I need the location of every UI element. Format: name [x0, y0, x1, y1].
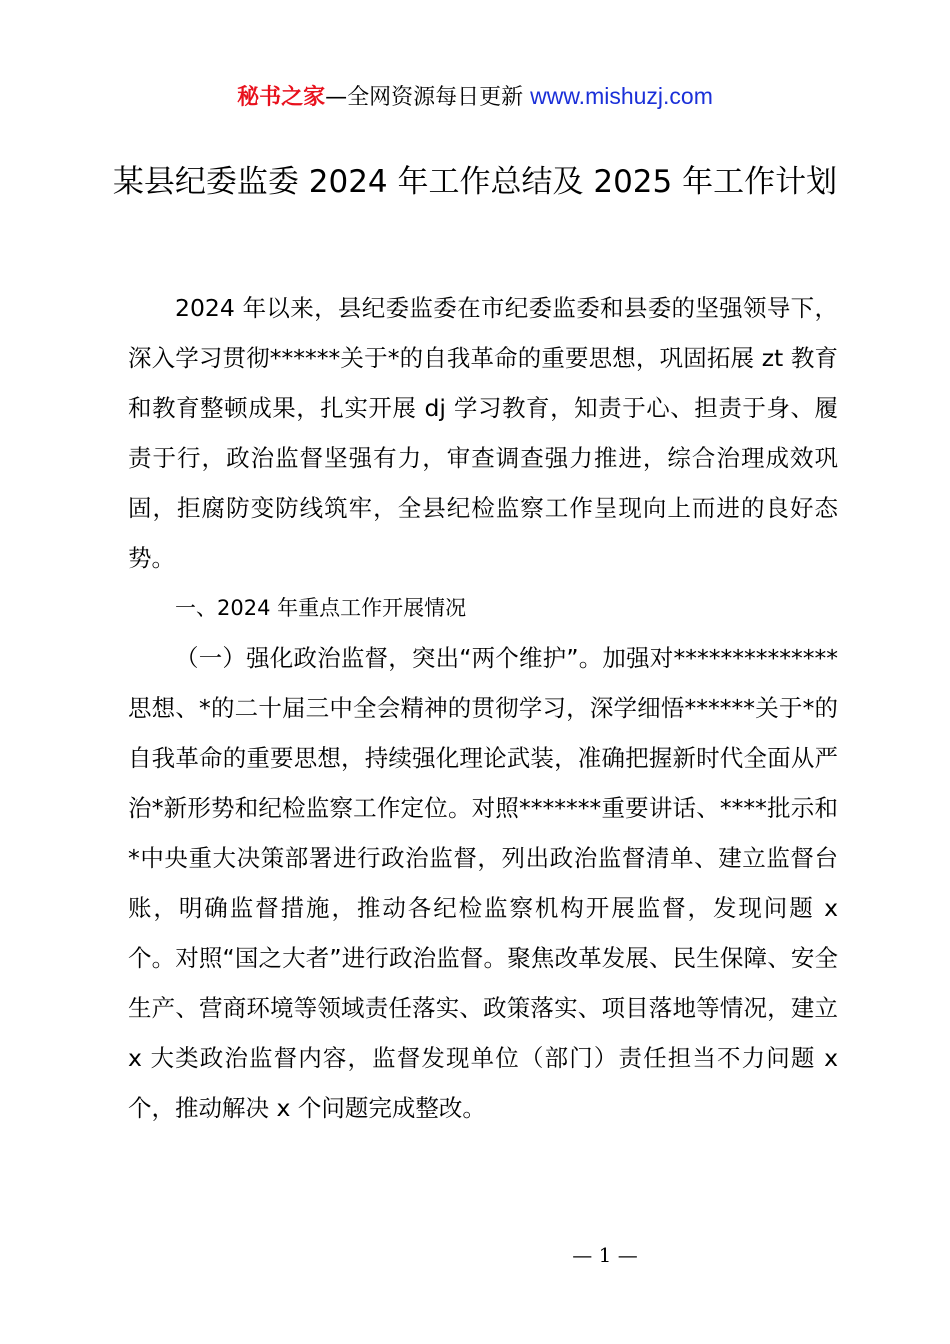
page-number: — 1 —: [572, 1243, 638, 1267]
brand-name: 秘书之家: [237, 85, 326, 110]
section-heading: 一、2024 年重点工作开展情况: [175, 596, 467, 620]
site-banner: [0, 80, 950, 114]
subsection-paragraph: （一）强化政治监督，突出“两个维护”。加强对**************思想、*的二十届三中全会精神的贯彻学习，深学细悟******关于*的自我革命的重要思想，持续强化理论武装，准确把握新时代全面从严治*新形势和纪检监察工作定位。对照*******重要讲话、****批示和*中央重大决策部署进行政治监督，列出政治监督清单、建立监督台账，明确监督措施，推动各纪检监察机构开展监督，发现问题 x 个。对照“国之大者”进行政治监督。聚焦改革发展、民生保障、安全生产、营商环境等领域责任落实、政策落实、项目落地等情况，建立 x 大类政治监督内容，监督发现单位（部门）责任担当不力问题 x 个，推动解决 x 个问题完成整改。: [128, 644, 838, 1122]
site-url-link[interactable]: www.mishuzj.com: [530, 83, 713, 109]
document-body: [128, 283, 838, 1133]
document-title: 某县纪委监委 2024 年工作总结及 2025 年工作计划: [112, 164, 838, 200]
intro-paragraph: 2024 年以来，县纪委监委在市纪委监委和县委的坚强领导下，深入学习贯彻******关于*的自我革命的重要思想，巩固拓展 zt 教育和教育整顿成果，扎实开展 dj 学习教育，知责于心、担责于身、履责于行，政治监督坚强有力，审查调查强力推进，综合治理成效巩固，拒腐防变防线筑牢，全县纪检监察工作呈现向上而进的良好态势。: [128, 294, 838, 572]
banner-slogan: —全网资源每日更新: [325, 85, 531, 110]
